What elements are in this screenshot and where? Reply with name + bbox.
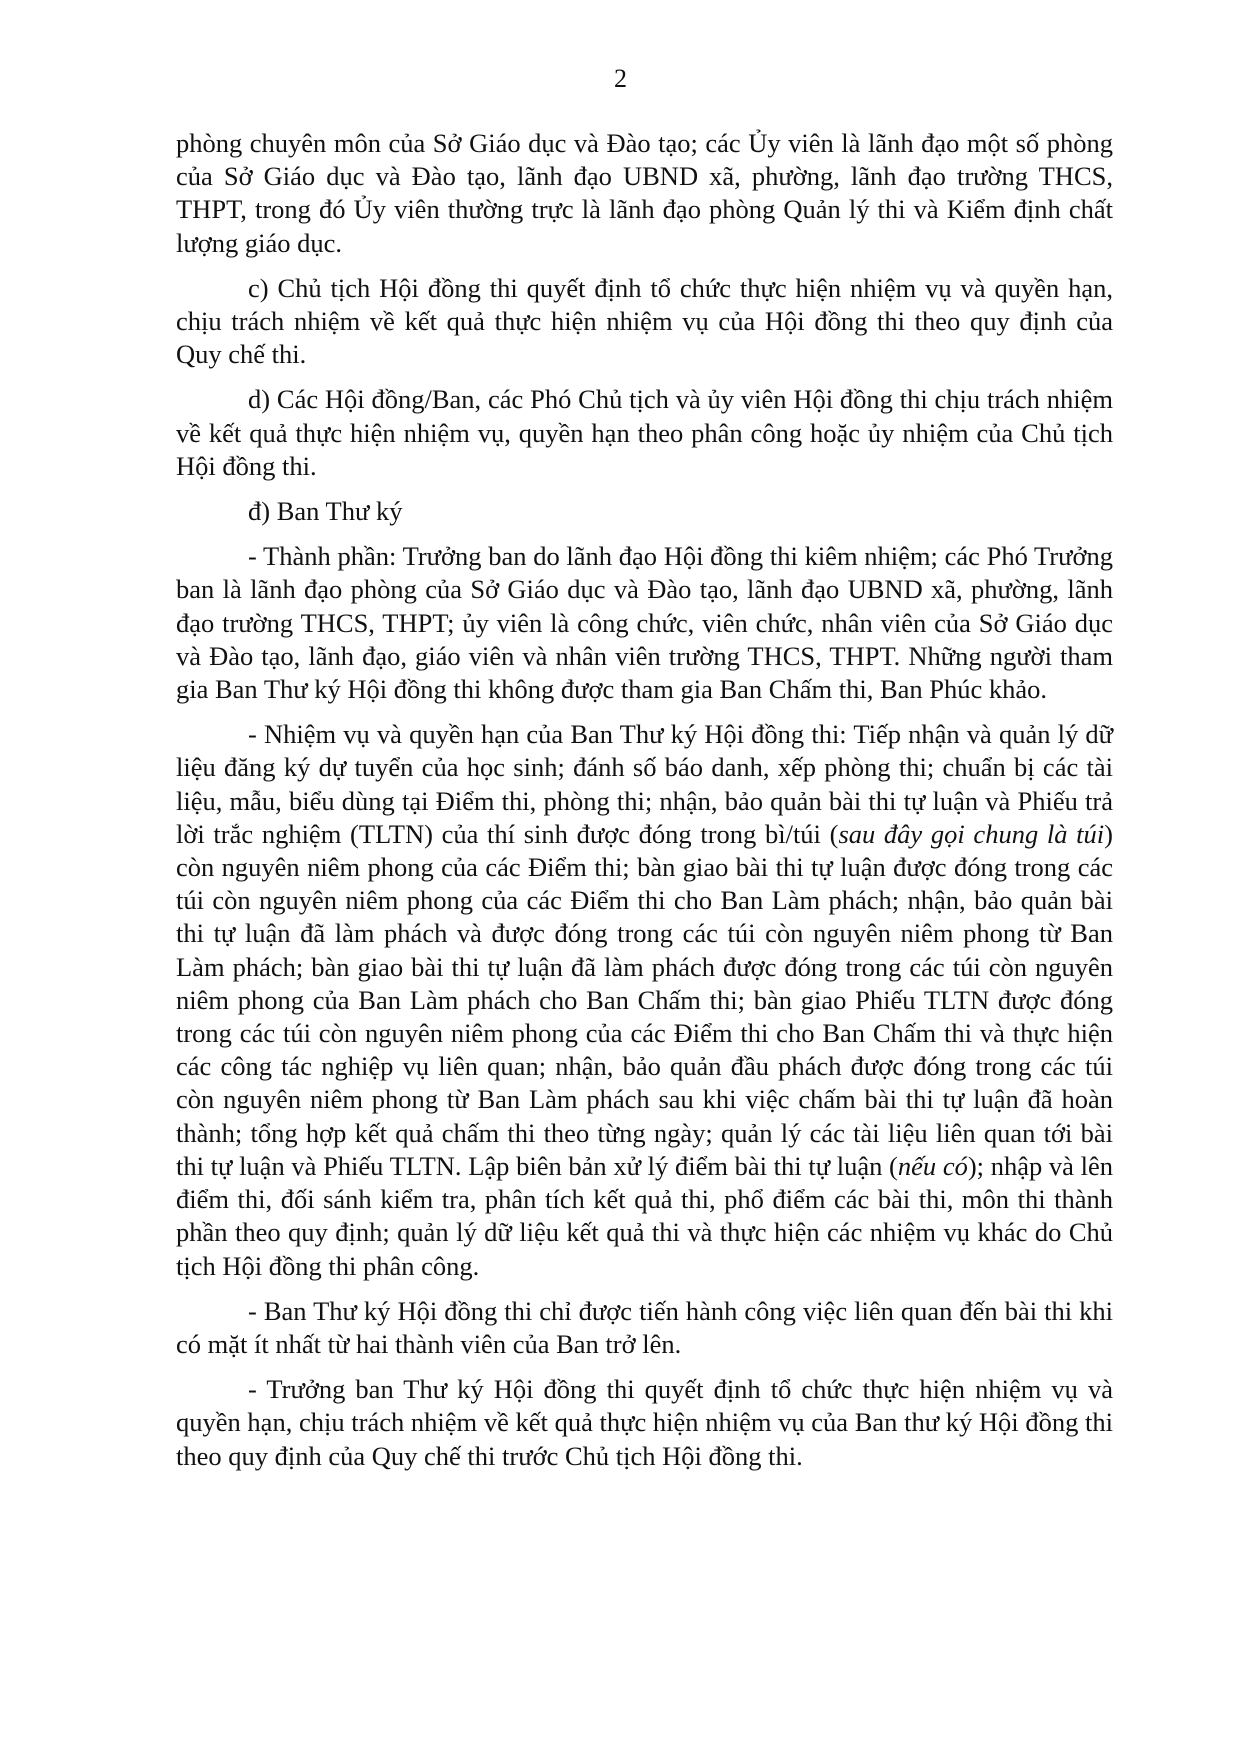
paragraph-secretariat-composition: - Thành phần: Trưởng ban do lãnh đạo Hội đồng thi kiêm nhiệm; các Phó Trưởng ban là lãnh đạo phòng của Sở Giáo dục và Đào tạo, lãnh đạo UBND xã, phường, lãnh đạo trường THCS, THPT; ủy viên là công chức, viên chức, nhân viên của Sở Giáo dục và Đào tạo, lãnh đạo, giáo viên và nhân viên trường THCS, THPT. Những người tham gia Ban Thư ký Hội đồng thi không được tham gia Ban Chấm thi, Ban Phúc khảo.	[176, 541, 1113, 705]
paragraph-secretariat-duties	[176, 718, 1113, 1282]
paragraph-d-councils-responsibility: d) Các Hội đồng/Ban, các Phó Chủ tịch và ủy viên Hội đồng thi chịu trách nhiệm về kết quả thực hiện nhiệm vụ, quyền hạn theo phân công hoặc ủy nhiệm của Chủ tịch Hội đồng thi.	[176, 384, 1113, 481]
duties-text-part-1: - Nhiệm vụ và quyền hạn của Ban Thư ký Hội đồng thi: Tiếp nhận và quản lý dữ liệu đăng ký dự tuyển của học sinh; đánh số báo danh, xếp phòng thi; chuẩn bị các tài liệu, mẫu, biểu dùng tại Điểm thi, phòng thi; nhận, bảo quản bài thi tự luận và Phiếu trả lời trắc nghiệm (TLTN) của thí sinh được đóng trong bì/túi (	[176, 719, 1113, 849]
duties-italic-note-if-any: nếu có	[897, 1150, 968, 1181]
paragraph-two-members-rule: - Ban Thư ký Hội đồng thi chỉ được tiến hành công việc liên quan đến bài thi khi có mặt ít nhất từ hai thành viên của Ban trở lên.	[176, 1295, 1113, 1359]
page-number: 2	[614, 64, 627, 93]
duties-text-part-3: ); nhập và lên điểm thi, đối sánh kiểm tra, phân tích kết quả thi, phổ điểm các bài thi, môn thi thành phần theo quy định; quản lý dữ liệu kết quả thi và thực hiện các nhiệm vụ khác do Chủ tịch Hội đồng thi phân công.	[176, 1150, 1113, 1281]
paragraph-intro-continuation: phòng chuyên môn của Sở Giáo dục và Đào tạo; các Ủy viên là lãnh đạo một số phòng của Sở Giáo dục và Đào tạo, lãnh đạo UBND xã, phường, lãnh đạo trường THCS, THPT, trong đó Ủy viên thường trực là lãnh đạo phòng Quản lý thi và Kiểm định chất lượng giáo dục.	[176, 128, 1113, 258]
paragraph-head-of-secretariat: - Trưởng ban Thư ký Hội đồng thi quyết định tổ chức thực hiện nhiệm vụ và quyền hạn, chịu trách nhiệm về kết quả thực hiện nhiệm vụ của Ban thư ký Hội đồng thi theo quy định của Quy chế thi trước Chủ tịch Hội đồng thi.	[176, 1374, 1113, 1471]
duties-text-part-2: ) còn nguyên niêm phong của các Điểm thi; bàn giao bài thi tự luận được đóng trong các túi còn nguyên niêm phong của các Điểm thi cho Ban Làm phách; nhận, bảo quản bài thi tự luận đã làm phách và được đóng trong các túi còn nguyên niêm phong từ Ban Làm phách; bàn giao bài thi tự luận đã làm phách được đóng trong các túi còn nguyên niêm phong của Ban Làm phách cho Ban Chấm thi; bàn giao Phiếu TLTN được đóng trong các túi còn nguyên niêm phong của các Điểm thi cho Ban Chấm thi và thực hiện các công tác nghiệp vụ liên quan; nhận, bảo quản đầu phách được đóng trong các túi còn nguyên niêm phong từ Ban Làm phách sau khi việc chấm bài thi tự luận đã hoàn thành; tổng hợp kết quả chấm thi theo từng ngày; quản lý các tài liệu liên quan tới bài thi tự luận và Phiếu TLTN. Lập biên bản xử lý điểm bài thi tự luận (	[176, 818, 1113, 1181]
document-body	[176, 127, 1113, 1473]
paragraph-dd-secretariat-heading: đ) Ban Thư ký	[248, 496, 403, 527]
paragraph-c-chairman-duties: c) Chủ tịch Hội đồng thi quyết định tổ chức thực hiện nhiệm vụ và quyền hạn, chịu trách nhiệm về kết quả thực hiện nhiệm vụ của Hội đồng thi theo quy định của Quy chế thi.	[176, 272, 1113, 370]
duties-italic-note-bag: sau đây gọi chung là túi	[838, 818, 1105, 849]
